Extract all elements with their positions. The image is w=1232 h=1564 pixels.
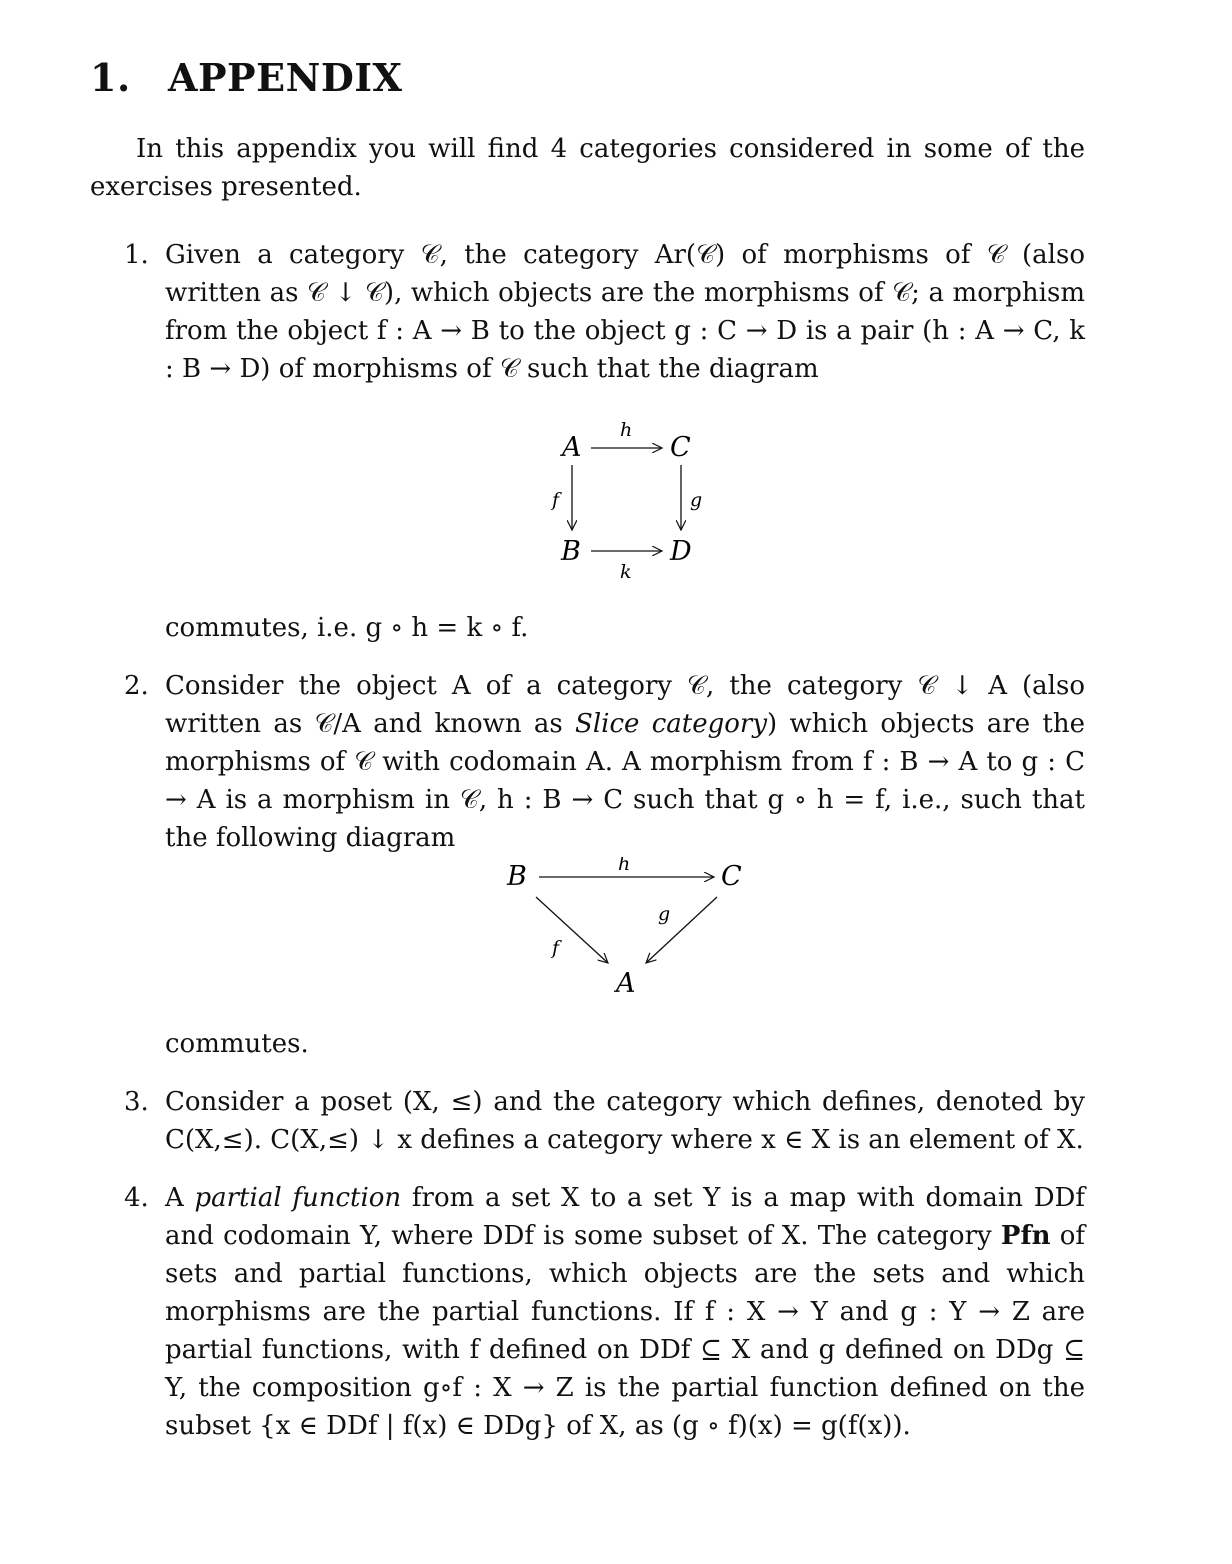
pfn-term: Pfn — [1000, 1221, 1051, 1251]
item-2-text-a: Consider the object A of a category 𝒞, the category 𝒞 ↓ A (also written as 𝒞/A and known as — [165, 671, 1085, 739]
square-diagram — [165, 388, 1160, 603]
partial-function-term: partial function — [194, 1183, 402, 1213]
label-h: h — [618, 857, 631, 875]
label-g: g — [690, 489, 703, 511]
section-heading — [90, 55, 1085, 100]
triangle-diagram — [165, 857, 1160, 1019]
item-1-conclusion: commutes, i.e. g ∘ h = k ∘ f. — [165, 613, 529, 643]
slice-category-term: Slice category — [575, 709, 768, 739]
item-1-text: Given a category 𝒞, the category Ar(𝒞) of morphisms of 𝒞 (also written as 𝒞 ↓ 𝒞), which objects are the morphisms of 𝒞; a morphism from the object f : A → B to the object g : C → D is a pair (h : A → C, k : B → D) of morphisms of 𝒞 such that the diagram — [165, 240, 1085, 384]
node-D: D — [670, 536, 692, 567]
list-item-1 — [90, 236, 1085, 647]
item-marker: 4. — [124, 1183, 149, 1213]
item-4-text — [165, 1179, 1085, 1445]
square-diagram-svg — [165, 388, 1085, 603]
item-marker: 1. — [124, 240, 149, 270]
list-item-4 — [90, 1179, 1085, 1445]
label-f: f — [552, 489, 560, 511]
item-2-conclusion: commutes. — [165, 1029, 309, 1059]
node-C: C — [721, 861, 742, 892]
node-B: B — [561, 536, 581, 567]
arrow-g — [646, 897, 717, 963]
arrow-f — [536, 897, 608, 963]
item-4-text-c: of sets and partial functions, which objects are the sets and which morphisms are the partial functions. If f : X → Y and g : Y → Z are partial functions, with f defined on DDf ⊆ X and g defined on DDg ⊆ Y, the composition g∘f : X → Z is the partial function defined on the subset {x ∈ DDf | f(x) ∈ DDg} of X, as (g ∘ f)(x) = g(f(x)). — [165, 1221, 1085, 1441]
section-title: APPENDIX — [168, 55, 403, 100]
node-B: B — [507, 861, 527, 892]
item-marker: 3. — [124, 1087, 149, 1117]
list-item-3 — [90, 1083, 1085, 1159]
item-3-text: Consider a poset (X, ≤) and the category which defines, denoted by C(X,≤). C(X,≤) ↓ x defines a category where x ∈ X is an element of X. — [165, 1087, 1085, 1155]
label-g: g — [658, 903, 671, 925]
page — [90, 55, 1085, 1465]
list-item-2 — [90, 667, 1085, 1063]
node-A: A — [616, 968, 636, 999]
label-h: h — [620, 419, 633, 441]
item-4-text-a: A — [165, 1183, 195, 1213]
item-2-text-b: ) which objects are the morphisms of 𝒞 with codomain A. A morphism from f : B → A to g : C → A is a morphism in 𝒞, h : B → C such that g ∘ h = f, i.e., such that the following diagram — [165, 709, 1085, 853]
label-f: f — [552, 937, 560, 959]
category-list — [90, 236, 1085, 1445]
label-k: k — [620, 561, 632, 583]
intro-paragraph: In this appendix you will find 4 categories considered in some of the exercises presented. — [90, 134, 1085, 202]
node-A: A — [562, 432, 582, 463]
node-C: C — [670, 432, 691, 463]
triangle-diagram-svg — [165, 857, 1085, 1019]
item-marker: 2. — [124, 671, 149, 701]
item-2-text — [165, 667, 1085, 857]
section-number: 1. — [90, 55, 131, 100]
item-4-text-b: from a set X to a set Y is a map with domain DDf and codomain Y, where DDf is some subset of X. The category — [165, 1183, 1086, 1251]
